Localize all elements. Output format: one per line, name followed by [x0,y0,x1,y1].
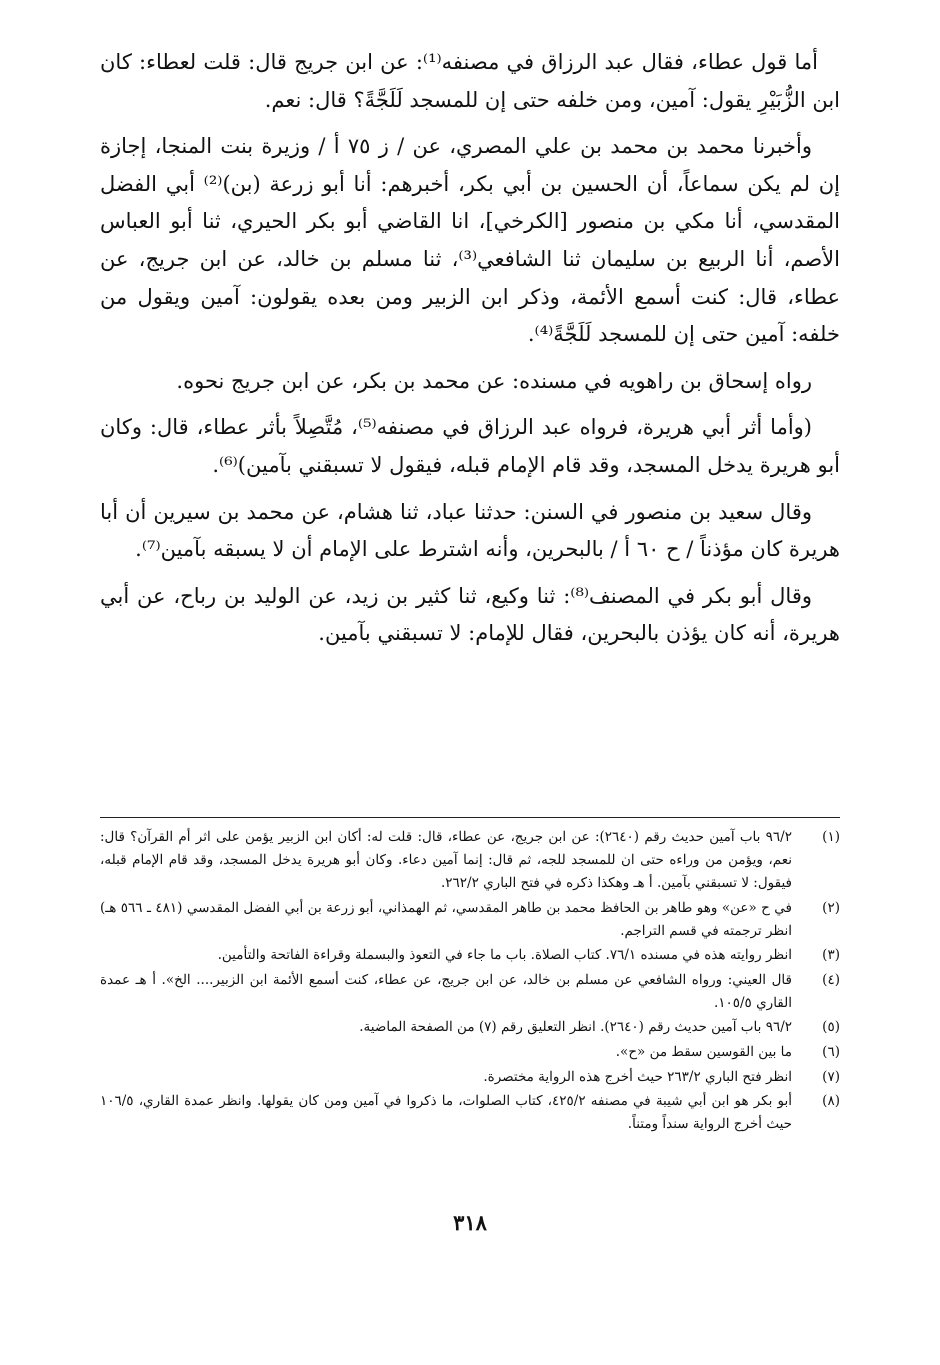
footnote [100,944,840,967]
footnote-text: ٩٦/٢ باب آمين حديث رقم (٢٦٤٠): عن ابن جريج، عن عطاء، قال: قلت له: أكان ابن الزبير يؤمن على اثر أم القرآن؟ قال: نعم، ويؤمن من وراءه حتى ان للمسجد للجه، ثم قال: إنما آمين دعاء. وكان أبو هريرة يدخل المسجد، وقد قام الإمام قبله، فيقول: لا تسبقني بآمين. أ هـ وهكذا ذكره في فتح الباري ٢٦٢/٢. [100,829,792,891]
footnote [100,1016,840,1039]
main-text [100,44,840,662]
footnote-text: أبو بكر هو ابن أبي شيبة في مصنفه ٤٢٥/٢، كتاب الصلوات، ما ذكروا في آمين ومن كان يقولها. وانظر عمدة القاري، ١٠٦/٥ حيث أخرج الرواية سنداً ومتناً. [100,1093,792,1133]
footnote-text: انظر روايته هذه في مسنده ٧٦/١. كتاب الصلاة. باب ما جاء في التعوذ والبسملة وقراءة الفاتحة والتأمين. [217,947,792,964]
footnote-text: في ح «عن» وهو طاهر بن الحافظ محمد بن طاهر المقدسي، ثم الهمذاني، أبو زرعة بن أبي الفضل المقدسي (٤٨١ ـ ٥٦٦ هـ) انظر ترجمته في قسم التراجم. [100,899,792,939]
footnote [100,826,840,895]
footnote-separator [100,817,840,818]
footnote-number: (٣) [822,947,840,964]
footnote-number: (٧) [822,1068,840,1085]
footnote [100,1090,840,1136]
footnote-text: ٩٦/٢ باب آمين حديث رقم (٢٦٤٠). انظر التعليق رقم (٧) من الصفحة الماضية. [359,1019,792,1036]
footnote [100,1066,840,1089]
footnote-number: (٢) [822,899,840,916]
paragraph-ata-saying: أما قول عطاء، فقال عبد الرزاق في مصنفه⁽¹⁾: عن ابن جريج قال: قلت لعطاء: كان ابن الزُّبَيْرِ يقول: آمين، ومن خلفه حتى إن للمسجد لَلَجَّةً؟ قال: نعم. [100,50,840,112]
footnote-text: قال العيني: ورواه الشافعي عن مسلم بن خالد، عن ابن جريج، عن عطاء، كنت أسمع الأئمة ابن الزبير.... الخ». أ هـ عمدة القاري ١٠٥/٥. [100,971,792,1011]
footnote-number: (٨) [822,1093,840,1110]
footnote-text: ما بين القوسين سقط من «ح». [615,1043,792,1060]
paragraph-ishaq-rahawayh: رواه إسحاق بن راهويه في مسنده: عن محمد بن بكر، عن ابن جريج نحوه. [176,368,812,393]
paragraph-abu-bakr-musannaf: وقال أبو بكر في المصنف⁽⁸⁾: ثنا وكيع، ثنا كثير بن زيد، عن الوليد بن رباح، عن أبي هريرة، أنه كان يؤذن بالبحرين، فقال للإمام: لا تسبقني بآمين. [100,583,840,646]
footnote-number: (١) [822,829,840,845]
footnote [100,1041,840,1064]
paragraph-isnad-shafii: وأخبرنا محمد بن محمد بن علي المصري، عن / ز ٧٥ أ / وزيرة بنت المنجا، إجازة إن لم يكن سماعاً، أن الحسين بن أبي بكر، أخبرهم: أنا أبو زرعة (بن)⁽²⁾ أبي الفضل المقدسي، أنا مكي بن منصور [الكرخي]، انا القاضي أبو بكر الحيري، ثنا أبو العباس الأصم، أنا الربيع بن سليمان ثنا الشافعي⁽³⁾، ثنا مسلم بن خالد، عن ابن جريج، عن عطاء، قال: كنت أسمع الأئمة، وذكر ابن الزبير ومن بعده يقولون: آمين ويقول من خلفه: آمين حتى إن للمسجد لَلَجَّةً⁽⁴⁾. [100,134,840,347]
page-number: ٣١٨ [453,1210,487,1235]
footnote-number: (٤) [822,971,840,988]
footnote [100,897,840,943]
paragraph-said-mansur: وقال سعيد بن منصور في السنن: حدثنا عباد، ثنا هشام، عن محمد بن سيرين أن أبا هريرة كان مؤذناً / ح ٦٠ أ / بالبحرين، وأنه اشترط على الإمام أن لا يسبقه بآمين⁽⁷⁾. [100,499,840,562]
footnote-number: (٦) [822,1043,840,1060]
footnotes [100,826,840,1138]
paragraph-abu-hurayra-athar: (وأما أثر أبي هريرة، فرواه عبد الرزاق في مصنفه⁽⁵⁾، مُتَّصِلاً بأثر عطاء، قال: وكان أبو هريرة يدخل المسجد، وقد قام الإمام قبله، فيقول لا تسبقني بآمين)⁽⁶⁾. [100,415,840,477]
footnote [100,969,840,1015]
footnote-text: انظر فتح الباري ٢٦٣/٢ حيث أخرج هذه الرواية مختصرة. [483,1068,792,1085]
footnote-number: (٥) [822,1019,840,1036]
